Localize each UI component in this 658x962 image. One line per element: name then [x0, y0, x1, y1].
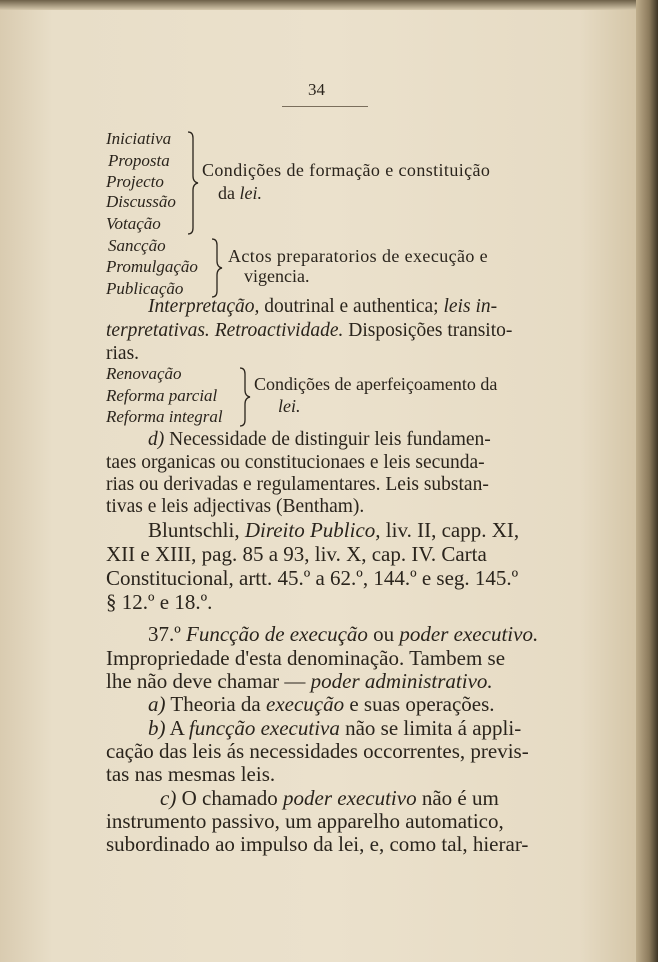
- page-gutter-shadow: [636, 0, 658, 962]
- item-b-marker: b): [148, 716, 166, 740]
- para-d-line1: [148, 429, 491, 451]
- section-37-item-b: [148, 716, 521, 741]
- term-votacao: Votação: [106, 214, 161, 233]
- term-reforma-parcial: Reforma parcial: [106, 386, 218, 405]
- item-b-line2: cação das leis ás necessidades occorrentes, previs-: [106, 739, 529, 763]
- interp-line1: [148, 296, 497, 318]
- group2-description-line2: vigencia.: [244, 266, 310, 286]
- interp-text1: doutrinal e authentica;: [259, 296, 444, 317]
- section-37-item-c: [160, 786, 499, 811]
- interp-term2: leis in-: [443, 296, 498, 317]
- term-proposta: Proposta: [108, 151, 170, 170]
- item-b-text1: A: [165, 716, 189, 740]
- section-37-text3: lhe não deve chamar —: [106, 669, 311, 693]
- term-promulgacao: Promulgação: [106, 257, 198, 276]
- item-b-text2: não se limita á appli-: [339, 716, 522, 740]
- item-b-term: funcção executiva: [188, 716, 340, 740]
- section-37-title2: poder executivo.: [399, 622, 539, 646]
- group1-desc-italic: lei.: [239, 183, 262, 203]
- interp-line3: rias.: [106, 343, 140, 364]
- section-37-term3: poder administrativo.: [310, 669, 493, 693]
- term-renovacao: Renovação: [106, 364, 182, 383]
- ref-title: Direito Publico,: [244, 518, 381, 542]
- ref-text1: liv. II, capp. XI,: [380, 518, 520, 542]
- item-c-term: poder executivo: [283, 786, 417, 810]
- term-projecto: Projecto: [106, 172, 164, 191]
- ref-line4: § 12.º e 18.º.: [106, 590, 213, 614]
- para-d-line3: rias ou derivadas e regulamentares. Leis substan-: [106, 474, 489, 495]
- page-top-shadow: [0, 0, 658, 10]
- ref-author: Bluntschli,: [148, 518, 245, 542]
- item-a-text1: Theoria da: [165, 692, 266, 716]
- item-c-text1: O chamado: [176, 786, 284, 810]
- interp-retro: Retroactividade.: [214, 320, 344, 341]
- item-b-line3: tas nas mesmas leis.: [106, 762, 276, 786]
- item-c-marker: c): [160, 786, 177, 810]
- para-d-line2: taes organicas ou constitucionaes e leis secunda-: [106, 452, 485, 473]
- term-discussao: Discussão: [106, 192, 176, 211]
- section-37-ou: ou: [367, 622, 400, 646]
- ref-line3: Constitucional, artt. 45.º a 62.º, 144.º e seg. 145.º: [106, 566, 519, 590]
- item-a-text2: e suas operações.: [344, 692, 495, 716]
- section-37-item-a: [148, 692, 495, 717]
- group3-description-line1: Condições de aperfeiçoamento da: [254, 374, 498, 394]
- ref-line2: XII e XIII, pag. 85 a 93, liv. X, cap. IV. Carta: [106, 542, 487, 566]
- para-d-text1: Necessidade de distinguir leis fundamen-: [164, 429, 491, 450]
- brace-group1: [186, 130, 200, 236]
- interp-term: Interpretação,: [148, 296, 260, 317]
- item-c-text2: não é um: [416, 786, 499, 810]
- interp-term2b: terpretativas.: [106, 320, 210, 341]
- interp-text2: Disposições transito-: [343, 320, 513, 341]
- group1-description-line1: Condições de formação e constituição: [202, 160, 491, 180]
- page-number: 34: [308, 80, 325, 99]
- item-a-marker: a): [148, 692, 166, 716]
- interp-line2: [106, 320, 512, 342]
- brace-group2: [210, 237, 224, 299]
- ref-line1: [148, 518, 519, 543]
- section-37-line2: Impropriedade d'esta denominação. Tambem se: [106, 646, 506, 670]
- group1-description-line2: [218, 183, 262, 204]
- item-a-term: execução: [266, 692, 345, 716]
- section-37-number: 37.º: [148, 622, 187, 646]
- term-reforma-integral: Reforma integral: [106, 407, 223, 426]
- item-c-line3: subordinado ao impulso da lei, e, como tal, hierar-: [106, 832, 529, 856]
- group1-desc-prefix: da: [218, 183, 240, 203]
- section-37-line3: [106, 669, 493, 694]
- header-rule: [282, 106, 368, 107]
- term-sanccao: Sancção: [108, 236, 166, 255]
- section-37-heading: [148, 622, 538, 647]
- para-d-line4: tivas e leis adjectivas (Bentham).: [106, 496, 365, 517]
- group2-description-line1: Actos preparatorios de execução e: [228, 246, 489, 266]
- para-d-marker: d): [148, 429, 165, 450]
- item-c-line2: instrumento passivo, um apparelho automatico,: [106, 809, 504, 833]
- term-iniciativa: Iniciativa: [106, 129, 172, 148]
- section-37-title1: Funcção de execução: [186, 622, 368, 646]
- group3-description-line2: lei.: [278, 396, 301, 416]
- term-publicacao: Publicação: [106, 279, 184, 298]
- brace-group3: [238, 366, 252, 428]
